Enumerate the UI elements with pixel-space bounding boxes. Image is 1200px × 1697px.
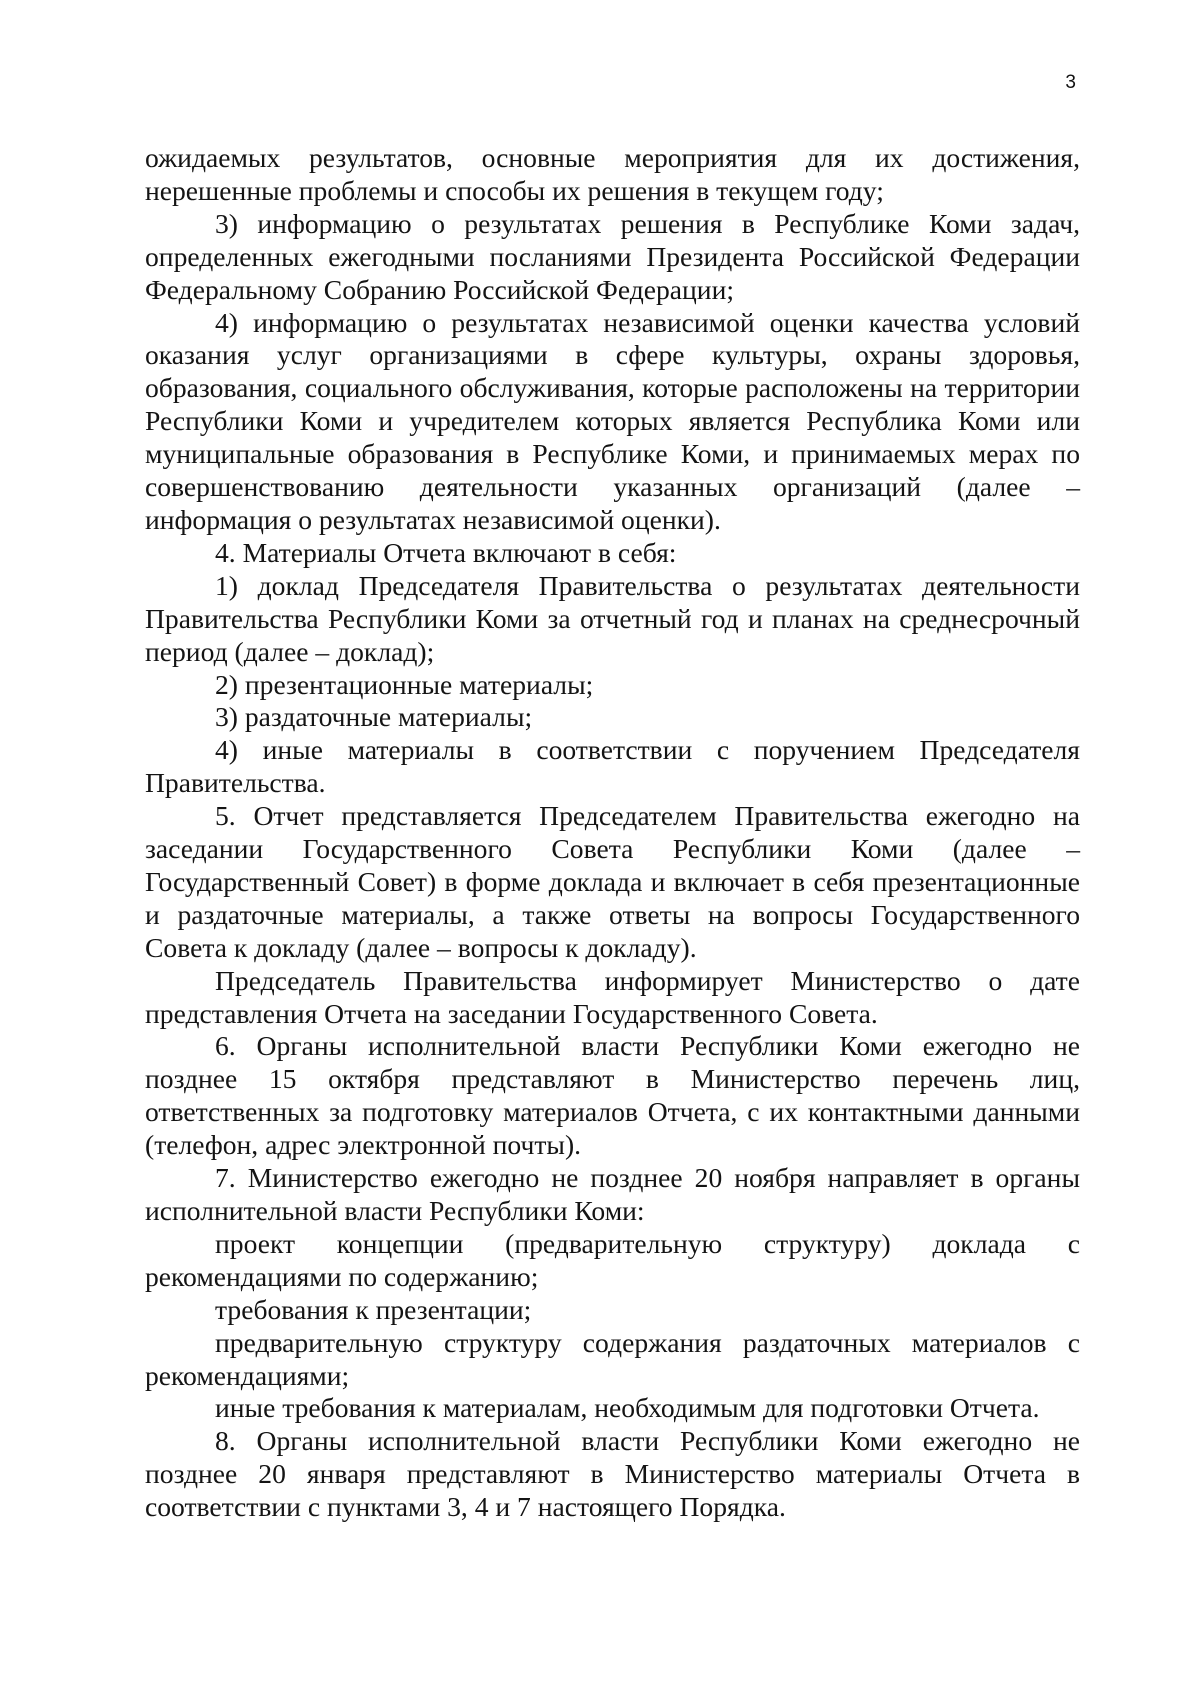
page-number: 3 — [1065, 72, 1076, 93]
paragraph: 5. Отчет представляется Председателем Правительства ежегодно на заседании Государственного Совета Республики Коми (далее – Государственный Совет) в форме доклада и включает в себя презентационные и раздаточные материалы, а также ответы на вопросы Государственного Совета к докладу (далее – вопросы к докладу). — [145, 800, 1080, 963]
paragraph: 7. Министерство ежегодно не позднее 20 ноября направляет в органы исполнительной власти Республики Коми: — [145, 1162, 1080, 1226]
document-body — [145, 142, 1080, 1524]
paragraph: 4) иные материалы в соответствии с поручением Председателя Правительства. — [145, 734, 1080, 799]
paragraph: иные требования к материалам, необходимым для подготовки Отчета. — [215, 1392, 1040, 1424]
paragraph: предварительную структуру содержания раздаточных материалов с рекомендациями; — [145, 1326, 1080, 1391]
paragraph: 6. Органы исполнительной власти Республики Коми ежегодно не позднее 15 октября представляют в Министерство перечень лиц, ответственных за подготовку материалов Отчета, с их контактными данными (телефон, адрес электронной почты). — [145, 1030, 1080, 1161]
paragraph: 2) презентационные материалы; — [215, 668, 594, 700]
paragraph: ожидаемых результатов, основные мероприятия для их достижения, нерешенные проблемы и способы их решения в текущем году; — [145, 142, 1080, 206]
paragraph: Председатель Правительства информирует Министерство о дате представления Отчета на заседании Государственного Совета. — [145, 964, 1080, 1029]
paragraph: проект концепции (предварительную структуру) доклада с рекомендациями по содержанию; — [145, 1227, 1080, 1292]
paragraph: 3) раздаточные материалы; — [215, 701, 533, 733]
paragraph: 4) информацию о результатах независимой оценки качества условий оказания услуг организациями в сфере культуры, охраны здоровья, образования, социального обслуживания, которые расположены на территории Республики Коми и учредителем которых является Республика Коми или муниципальные образования в Республике Коми, и принимаемых мерах по совершенствованию деятельности указанных организаций (далее – информация о результатах независимой оценки). — [145, 306, 1080, 535]
paragraph: 8. Органы исполнительной власти Республики Коми ежегодно не позднее 20 января представляют в Министерство материалы Отчета в соответствии с пунктами 3, 4 и 7 настоящего Порядка. — [145, 1425, 1080, 1523]
paragraph: 1) доклад Председателя Правительства о результатах деятельности Правительства Республики Коми за отчетный год и планах на среднесрочный период (далее – доклад); — [145, 569, 1080, 667]
paragraph: 4. Материалы Отчета включают в себя: — [215, 536, 677, 568]
paragraph: требования к презентации; — [215, 1293, 532, 1325]
paragraph: 3) информацию о результатах решения в Республике Коми задач, определенных ежегодными посланиями Президента Российской Федерации Федеральному Собранию Российской Федерации; — [145, 207, 1080, 305]
